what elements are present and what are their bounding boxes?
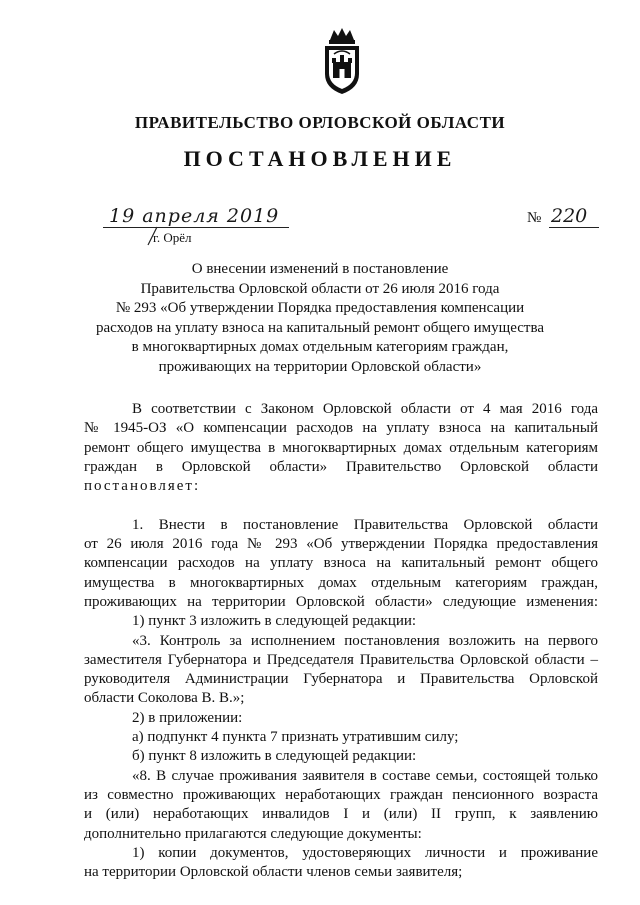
quote-line: «8. В случае проживания заявителя в составе семьи, состоящей только	[132, 767, 598, 784]
quote-line: области Соколова В. В.»;	[84, 690, 245, 707]
city-label: г. Орёл	[153, 230, 192, 245]
item-line: имущества в многоквартирных домах отдельным категориям граждан,	[84, 574, 598, 591]
quote-line: руководителя Администрации Губернатора и Правительства Орловской	[84, 671, 598, 688]
preamble-line: ремонт общего имущества в многоквартирных домах отдельным категориям	[84, 439, 598, 456]
orel-oblast-coat-of-arms-icon	[320, 26, 364, 96]
preamble-line: граждан в Орловской области» Правительство Орловской области	[84, 458, 598, 475]
document-kind-title: ПОСТАНОВЛЕНИЕ	[183, 146, 457, 171]
preamble-line: постановляет:	[84, 478, 201, 495]
document-body	[84, 400, 598, 882]
subject-line: О внесении изменений в постановление	[191, 261, 449, 277]
subitem-line: 1) пункт 3 изложить в следующей редакции:	[132, 613, 417, 630]
subitem-line: 2) в приложении:	[132, 709, 243, 726]
subject-line: № 293 «Об утверждении Порядка предоставления компенсации	[115, 300, 525, 317]
subject-line: Правительства Орловской области от 26 июля 2016 года	[140, 280, 500, 297]
quote-line: и (или) неработающих инвалидов I и (или) II групп, к заявлению	[84, 806, 598, 823]
subject-line: проживающих на территории Орловской области»	[158, 358, 482, 375]
quote-line: из совместно проживающих неработающих граждан пенсионного возраста	[84, 786, 598, 803]
government-title: ПРАВИТЕЛЬСТВО ОРЛОВСКОЙ ОБЛАСТИ	[134, 113, 506, 132]
preamble-line: № 1945-ОЗ «О компенсации расходов на уплату взноса на капитальный	[84, 420, 598, 437]
quote-line: заместителя Губернатора и Председателя Правительства Орловской области –	[84, 651, 598, 668]
subject-line: в многоквартирных домах отдельным категориям граждан,	[131, 339, 509, 356]
subject-line: расходов на уплату взноса на капитальный ремонт общего имущества	[95, 319, 544, 336]
subitem-line: б) пункт 8 изложить в следующей редакции:	[132, 748, 417, 765]
item-line: компенсации расходов на уплату взноса на капитальный ремонт общего	[84, 555, 598, 572]
quote-line: 1) копии документов, удостоверяющих личности и проживание	[132, 844, 598, 861]
subitem-line: а) подпункт 4 пункта 7 признать утратившим силу;	[132, 729, 459, 746]
paragraph-gap	[84, 496, 598, 515]
document-subject	[60, 260, 580, 378]
handwritten-number: 220	[551, 205, 588, 227]
handwritten-date: 19 апреля 2019	[109, 205, 280, 227]
item-line: проживающих на территории Орловской области» следующие изменения:	[84, 593, 598, 610]
quote-line: «3. Контроль за исполнением постановления возложить на первого	[132, 632, 598, 649]
item-line: 1. Внести в постановление Правительства Орловской области	[132, 516, 598, 533]
preamble-line: В соответствии с Законом Орловской области от 4 мая 2016 года	[132, 401, 598, 417]
date-field	[103, 205, 293, 231]
quote-line: на территории Орловской области членов семьи заявителя;	[84, 864, 463, 881]
number-underline	[549, 227, 599, 228]
number-sign: №	[527, 210, 542, 226]
number-field	[527, 205, 617, 231]
quote-line: дополнительно прилагаются следующие документы:	[84, 825, 422, 842]
item-line: от 26 июля 2016 года № 293 «Об утверждении Порядка предоставления	[84, 536, 598, 553]
date-underline	[103, 227, 289, 228]
